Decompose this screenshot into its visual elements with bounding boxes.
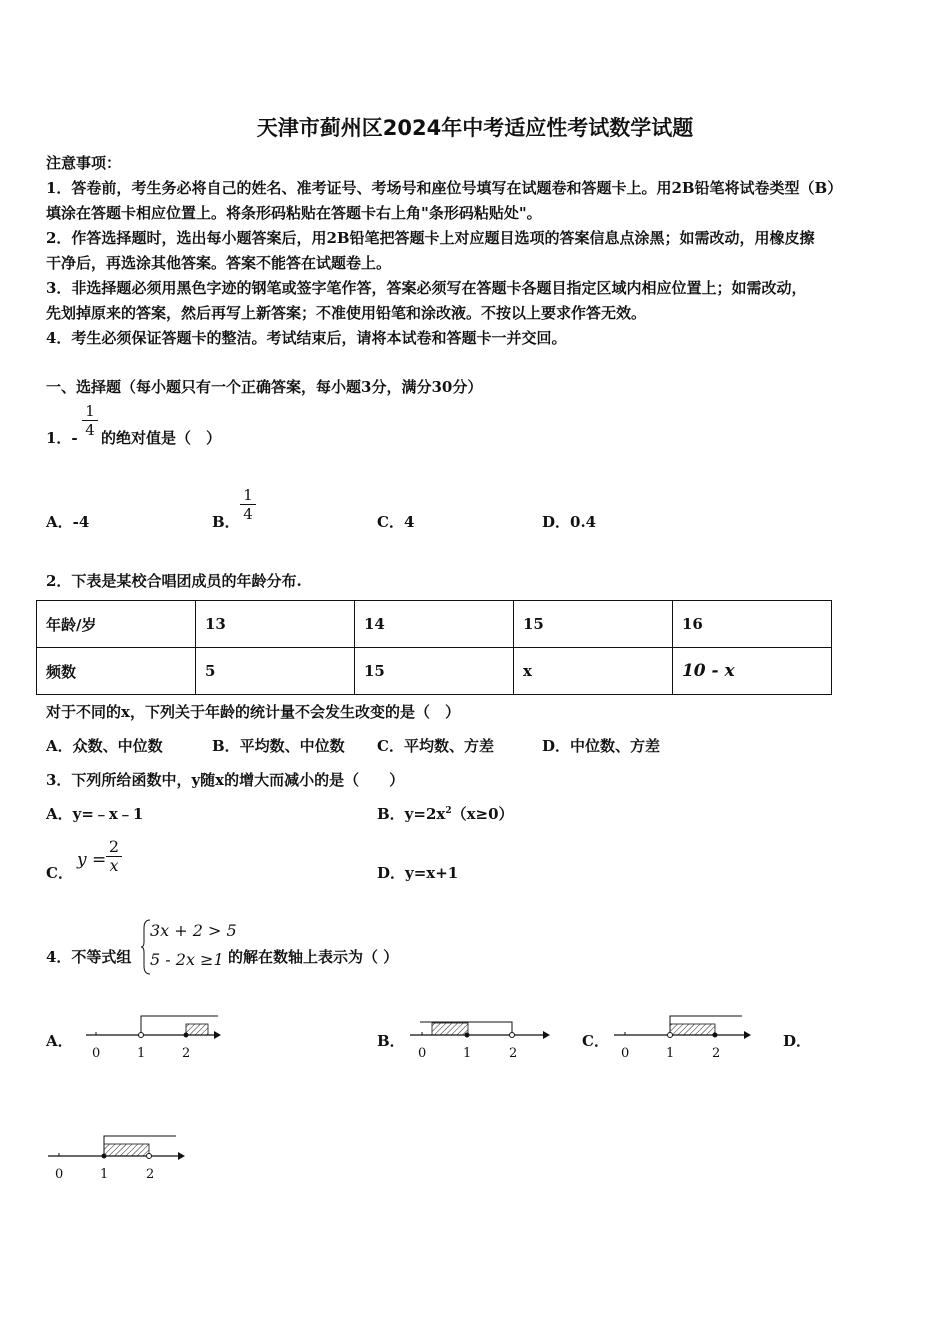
tick-label: 1 xyxy=(463,1046,472,1061)
q3-option-c[interactable]: C． xyxy=(46,864,73,882)
q3-option-b-condition: （x≥0） xyxy=(451,805,514,823)
table-cell: 14 xyxy=(354,601,513,648)
q1-fraction xyxy=(82,402,98,439)
q4-option-b[interactable]: B． xyxy=(377,1032,405,1050)
q1-option-b-fraction xyxy=(240,486,256,523)
q3-option-c-lhs: y = xyxy=(77,850,107,870)
page-title: 天津市蓟州区2024年中考适应性考试数学试题 xyxy=(256,116,694,140)
q4-prefix: 4．不等式组 xyxy=(46,948,132,966)
tick-label: 1 xyxy=(100,1167,109,1182)
q2-stem: 2．下表是某校合唱团成员的年龄分布. xyxy=(46,572,302,590)
fraction-denominator: 4 xyxy=(85,421,95,439)
inequality-1: 3x + 2 > 5 xyxy=(150,921,237,940)
q2-option-a[interactable]: A．众数、中位数 xyxy=(46,737,163,755)
q3-option-d[interactable]: D．y=x+1 xyxy=(377,864,459,882)
fraction-denominator: 4 xyxy=(243,505,253,523)
q1-option-d[interactable]: D．0.4 xyxy=(542,513,597,531)
fraction-denominator: x xyxy=(109,856,119,875)
tick-label: 2 xyxy=(509,1046,518,1061)
notice-line: 3．非选择题必须用黑色字迹的钢笔或签字笔作答，答案必须写在答题卡各题目指定区域内相应位置上；如需改动， xyxy=(46,279,807,297)
notice-line: 先划掉原来的答案，然后再写上新答案；不准使用铅笔和涂改液。不按以上要求作答无效。 xyxy=(46,304,647,322)
table-cell: 5 xyxy=(195,648,354,695)
table-cell: 15 xyxy=(354,648,513,695)
q3-option-b[interactable] xyxy=(377,803,514,824)
q1-option-a[interactable]: A．-4 xyxy=(46,513,90,531)
q4-option-a[interactable]: A． xyxy=(46,1032,73,1050)
inequality-2: 5 - 2x ≥1 xyxy=(150,950,224,969)
q3-option-a[interactable]: A．y=﹣x﹣1 xyxy=(46,805,144,823)
q3-option-b-main: B．y=2x xyxy=(377,805,446,823)
q1-option-c[interactable]: C．4 xyxy=(377,513,415,531)
q2-option-b[interactable]: B．平均数、中位数 xyxy=(212,737,345,755)
q2-question: 对于不同的x，下列关于年龄的统计量不会发生改变的是（ ） xyxy=(46,703,460,721)
q3-stem: 3．下列所给函数中，y随x的增大而减小的是（ ） xyxy=(46,771,405,789)
age-distribution-table xyxy=(36,600,832,695)
q4-option-c[interactable]: C． xyxy=(582,1032,609,1050)
q4-option-d[interactable]: D． xyxy=(783,1032,812,1050)
tick-label: 2 xyxy=(712,1046,721,1061)
tick-label: 1 xyxy=(666,1046,675,1061)
q3-option-c-fraction xyxy=(106,838,122,875)
q1-suffix: 的绝对值是（ ） xyxy=(101,429,222,447)
q1-prefix: 1．- xyxy=(46,429,78,447)
q3-option-b-exponent: 2 xyxy=(445,806,452,816)
table-row xyxy=(37,601,832,648)
table-cell: 16 xyxy=(672,601,831,648)
notice-heading: 注意事项： xyxy=(46,154,122,172)
tick-label: 0 xyxy=(55,1167,64,1182)
q4-suffix: 的解在数轴上表示为（ ） xyxy=(228,948,399,966)
table-cell: 13 xyxy=(195,601,354,648)
table-cell: x xyxy=(513,648,672,695)
tick-label: 1 xyxy=(137,1046,146,1061)
table-row xyxy=(37,648,832,695)
fraction-numerator: 1 xyxy=(85,402,95,420)
number-line-d[interactable] xyxy=(46,1128,191,1184)
notice-line: 4．考生必须保证答题卡的整洁。考试结束后，请将本试卷和答题卡一并交回。 xyxy=(46,329,567,347)
q2-option-d[interactable]: D．中位数、方差 xyxy=(542,737,661,755)
table-cell: 频数 xyxy=(37,648,196,695)
table-cell: 年龄/岁 xyxy=(37,601,196,648)
number-line-a[interactable] xyxy=(84,1010,224,1062)
notice-line: 2．作答选择题时，选出每小题答案后，用2B铅笔把答题卡上对应题目选项的答案信息点涂黑；如需改动，用橡皮擦 xyxy=(46,229,815,247)
number-line-c[interactable] xyxy=(612,1010,757,1062)
table-cell: 10 - x xyxy=(672,648,831,695)
fraction-numerator: 1 xyxy=(243,486,253,504)
notice-line: 1．答卷前，考生务必将自己的姓名、准考证号、考场号和座位号填写在试题卷和答题卡上。用2B铅笔将试卷类型（B） xyxy=(46,179,843,197)
section-heading: 一、选择题（每小题只有一个正确答案，每小题3分，满分30分） xyxy=(46,378,483,396)
notice-line: 填涂在答题卡相应位置上。将条形码粘贴在答题卡右上角"条形码粘贴处"。 xyxy=(46,204,542,222)
table-cell: 15 xyxy=(513,601,672,648)
tick-label: 2 xyxy=(182,1046,191,1061)
tick-label: 0 xyxy=(621,1046,630,1061)
q1-option-b[interactable]: B． xyxy=(212,513,240,531)
q2-option-c[interactable]: C．平均数、方差 xyxy=(377,737,494,755)
notice-line: 干净后，再选涂其他答案。答案不能答在试题卷上。 xyxy=(46,254,392,272)
tick-label: 0 xyxy=(92,1046,101,1061)
tick-label: 2 xyxy=(146,1167,155,1182)
number-line-b[interactable] xyxy=(408,1010,553,1062)
tick-label: 0 xyxy=(418,1046,427,1061)
fraction-numerator: 2 xyxy=(108,837,120,856)
